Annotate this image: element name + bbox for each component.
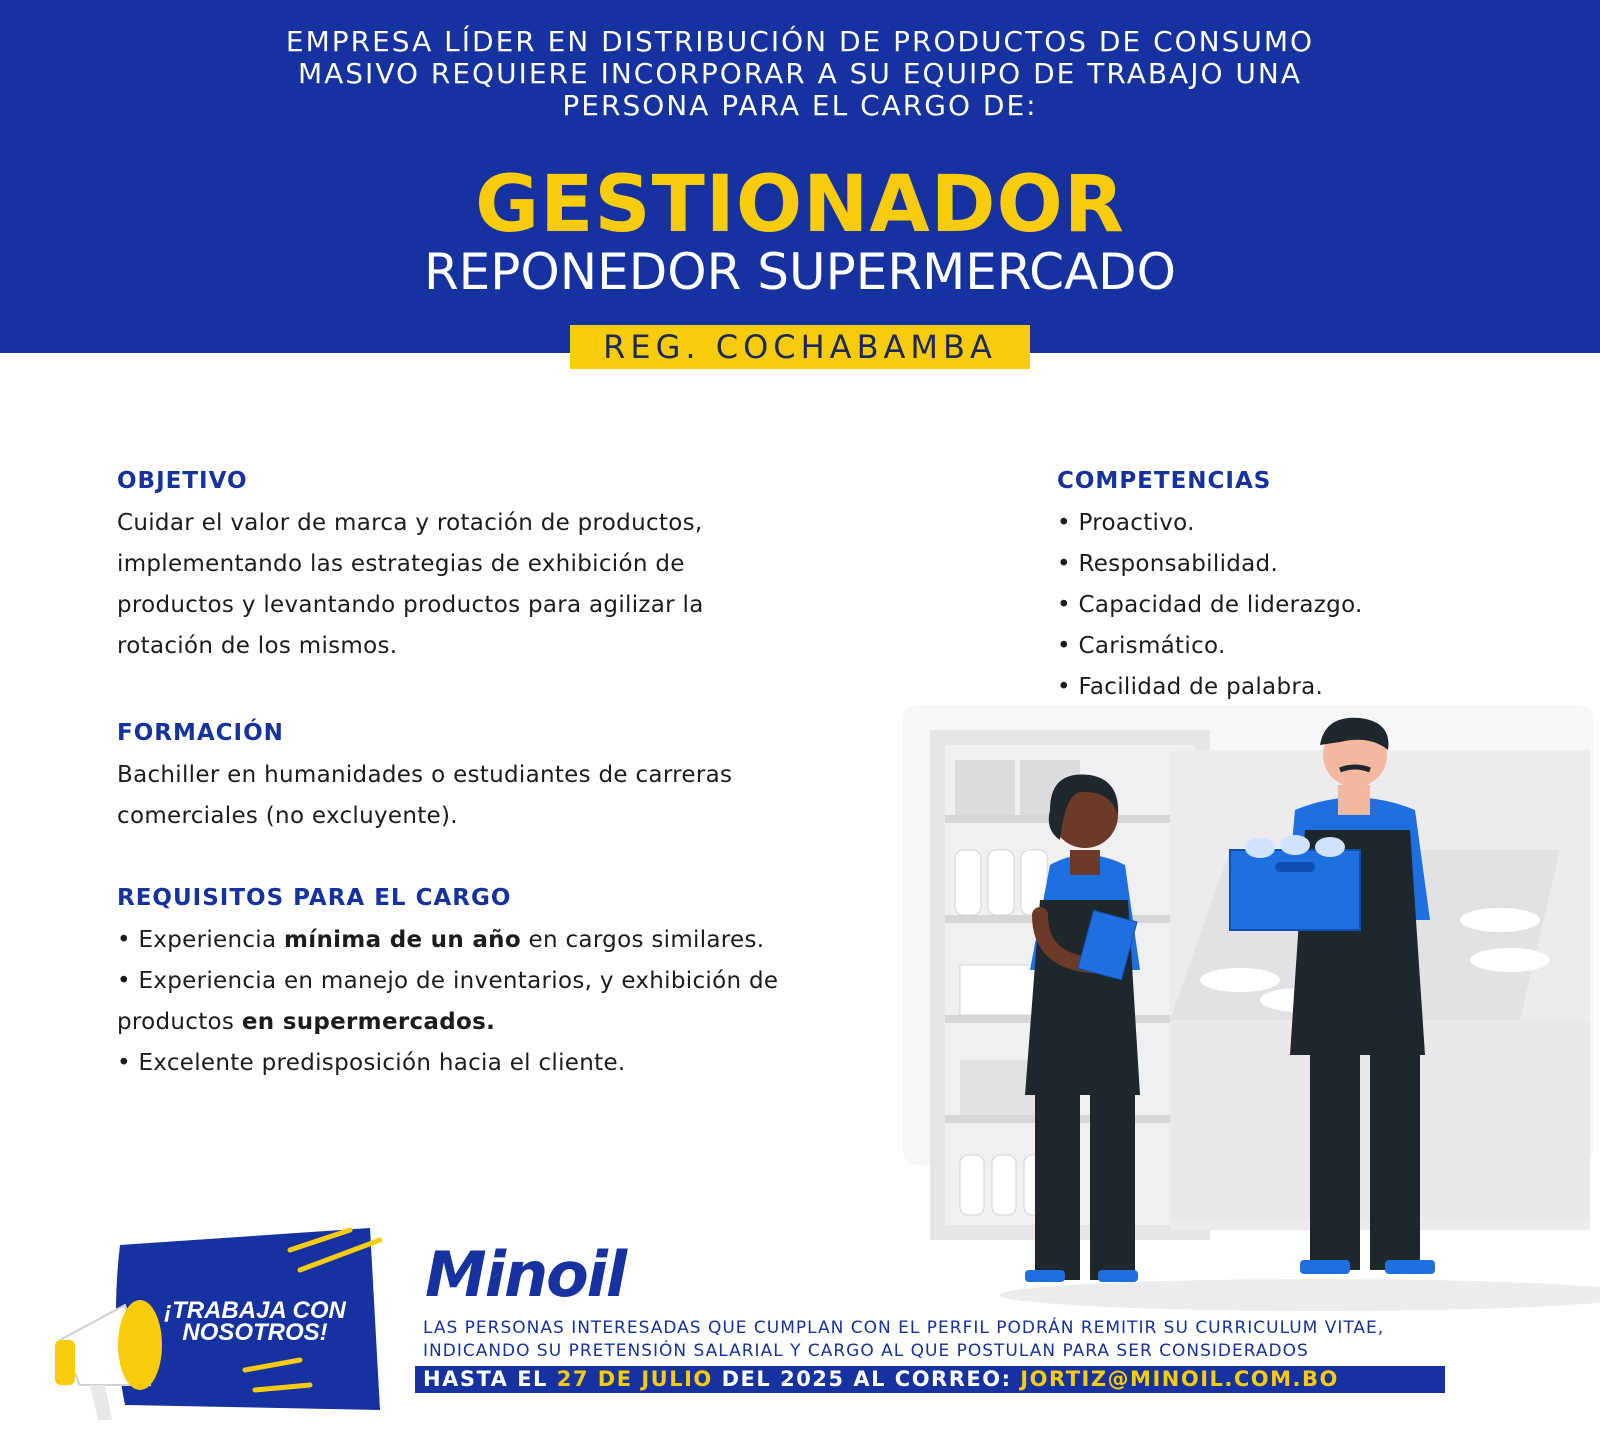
megaphone-text: ¡TRABAJA CON bbox=[164, 1297, 346, 1324]
objetivo-line: implementando las estrategias de exhibición de bbox=[117, 551, 685, 577]
contact-email-link[interactable]: JORTIZ@MINOIL.COM.BO bbox=[1020, 1367, 1339, 1391]
job-title: GESTIONADOR bbox=[475, 160, 1125, 250]
competencia-item: • Carismático. bbox=[1057, 633, 1226, 659]
requisitos-heading: REQUISITOS PARA EL CARGO bbox=[117, 885, 512, 911]
deadline-bar bbox=[415, 1366, 1445, 1393]
note-line: INDICANDO SU PRETENSIÓN SALARIAL Y CARGO AL QUE POSTULAN PARA SER CONSIDERADOS bbox=[423, 1341, 1309, 1361]
competencias-list bbox=[1057, 503, 1363, 708]
requisito-text: productos bbox=[117, 1009, 242, 1035]
region-badge: REG. COCHABAMBA bbox=[570, 325, 1030, 369]
requisito-text: • Experiencia bbox=[117, 927, 284, 953]
megaphone-text: NOSOTROS! bbox=[182, 1319, 328, 1346]
formacion-heading: FORMACIÓN bbox=[117, 720, 284, 746]
brand-logo: Minoil bbox=[425, 1238, 626, 1311]
formacion-line: comerciales (no excluyente). bbox=[117, 803, 458, 829]
floor-shadow bbox=[1000, 1279, 1600, 1311]
header-banner bbox=[0, 0, 1600, 353]
requisito-item: • Experiencia en manejo de inventarios, y exhibición de bbox=[117, 968, 779, 994]
intro-text bbox=[0, 26, 1600, 122]
note-line: LAS PERSONAS INTERESADAS QUE CUMPLAN CON EL PERFIL PODRÁN REMITIR SU CURRICULUM VITAE, bbox=[423, 1318, 1385, 1338]
requisitos-list bbox=[117, 920, 778, 1084]
supermarket-illustration bbox=[900, 700, 1600, 1320]
competencia-item: • Capacidad de liderazgo. bbox=[1057, 592, 1363, 618]
requisito-bold: en supermercados. bbox=[241, 1009, 496, 1035]
objetivo-line: productos y levantando productos para agilizar la bbox=[117, 592, 704, 618]
deadline-date: 27 DE JULIO bbox=[556, 1367, 713, 1391]
requisito-item bbox=[117, 920, 778, 961]
requisito-item-cont bbox=[117, 1002, 778, 1043]
objetivo-text bbox=[117, 503, 704, 667]
objetivo-line: Cuidar el valor de marca y rotación de productos, bbox=[117, 510, 703, 536]
deadline-text: HASTA EL bbox=[423, 1367, 557, 1391]
competencia-item: • Proactivo. bbox=[1057, 510, 1195, 536]
competencia-item: • Responsabilidad. bbox=[1057, 551, 1279, 577]
application-note bbox=[423, 1317, 1583, 1363]
intro-line: EMPRESA LÍDER EN DISTRIBUCIÓN DE PRODUCTOS DE CONSUMO bbox=[285, 25, 1315, 58]
intro-line: MASIVO REQUIERE INCORPORAR A SU EQUIPO DE TRABAJO UNA bbox=[297, 57, 1303, 90]
megaphone-banner bbox=[50, 1220, 410, 1420]
intro-line: PERSONA PARA EL CARGO DE: bbox=[562, 89, 1038, 122]
requisito-bold: mínima de un año bbox=[284, 927, 521, 953]
requisito-item: • Excelente predisposición hacia el cliente. bbox=[117, 1050, 626, 1076]
objetivo-heading: OBJETIVO bbox=[117, 468, 248, 494]
job-subtitle: REPONEDOR SUPERMERCADO bbox=[423, 243, 1177, 301]
requisito-text: en cargos similares. bbox=[520, 927, 765, 953]
deadline-text: DEL 2025 AL CORREO: bbox=[712, 1367, 1021, 1391]
formacion-text bbox=[117, 755, 732, 837]
competencia-item: • Facilidad de palabra. bbox=[1057, 674, 1324, 700]
competencias-heading: COMPETENCIAS bbox=[1057, 468, 1272, 494]
formacion-line: Bachiller en humanidades o estudiantes de carreras bbox=[117, 762, 733, 788]
objetivo-line: rotación de los mismos. bbox=[117, 633, 398, 659]
